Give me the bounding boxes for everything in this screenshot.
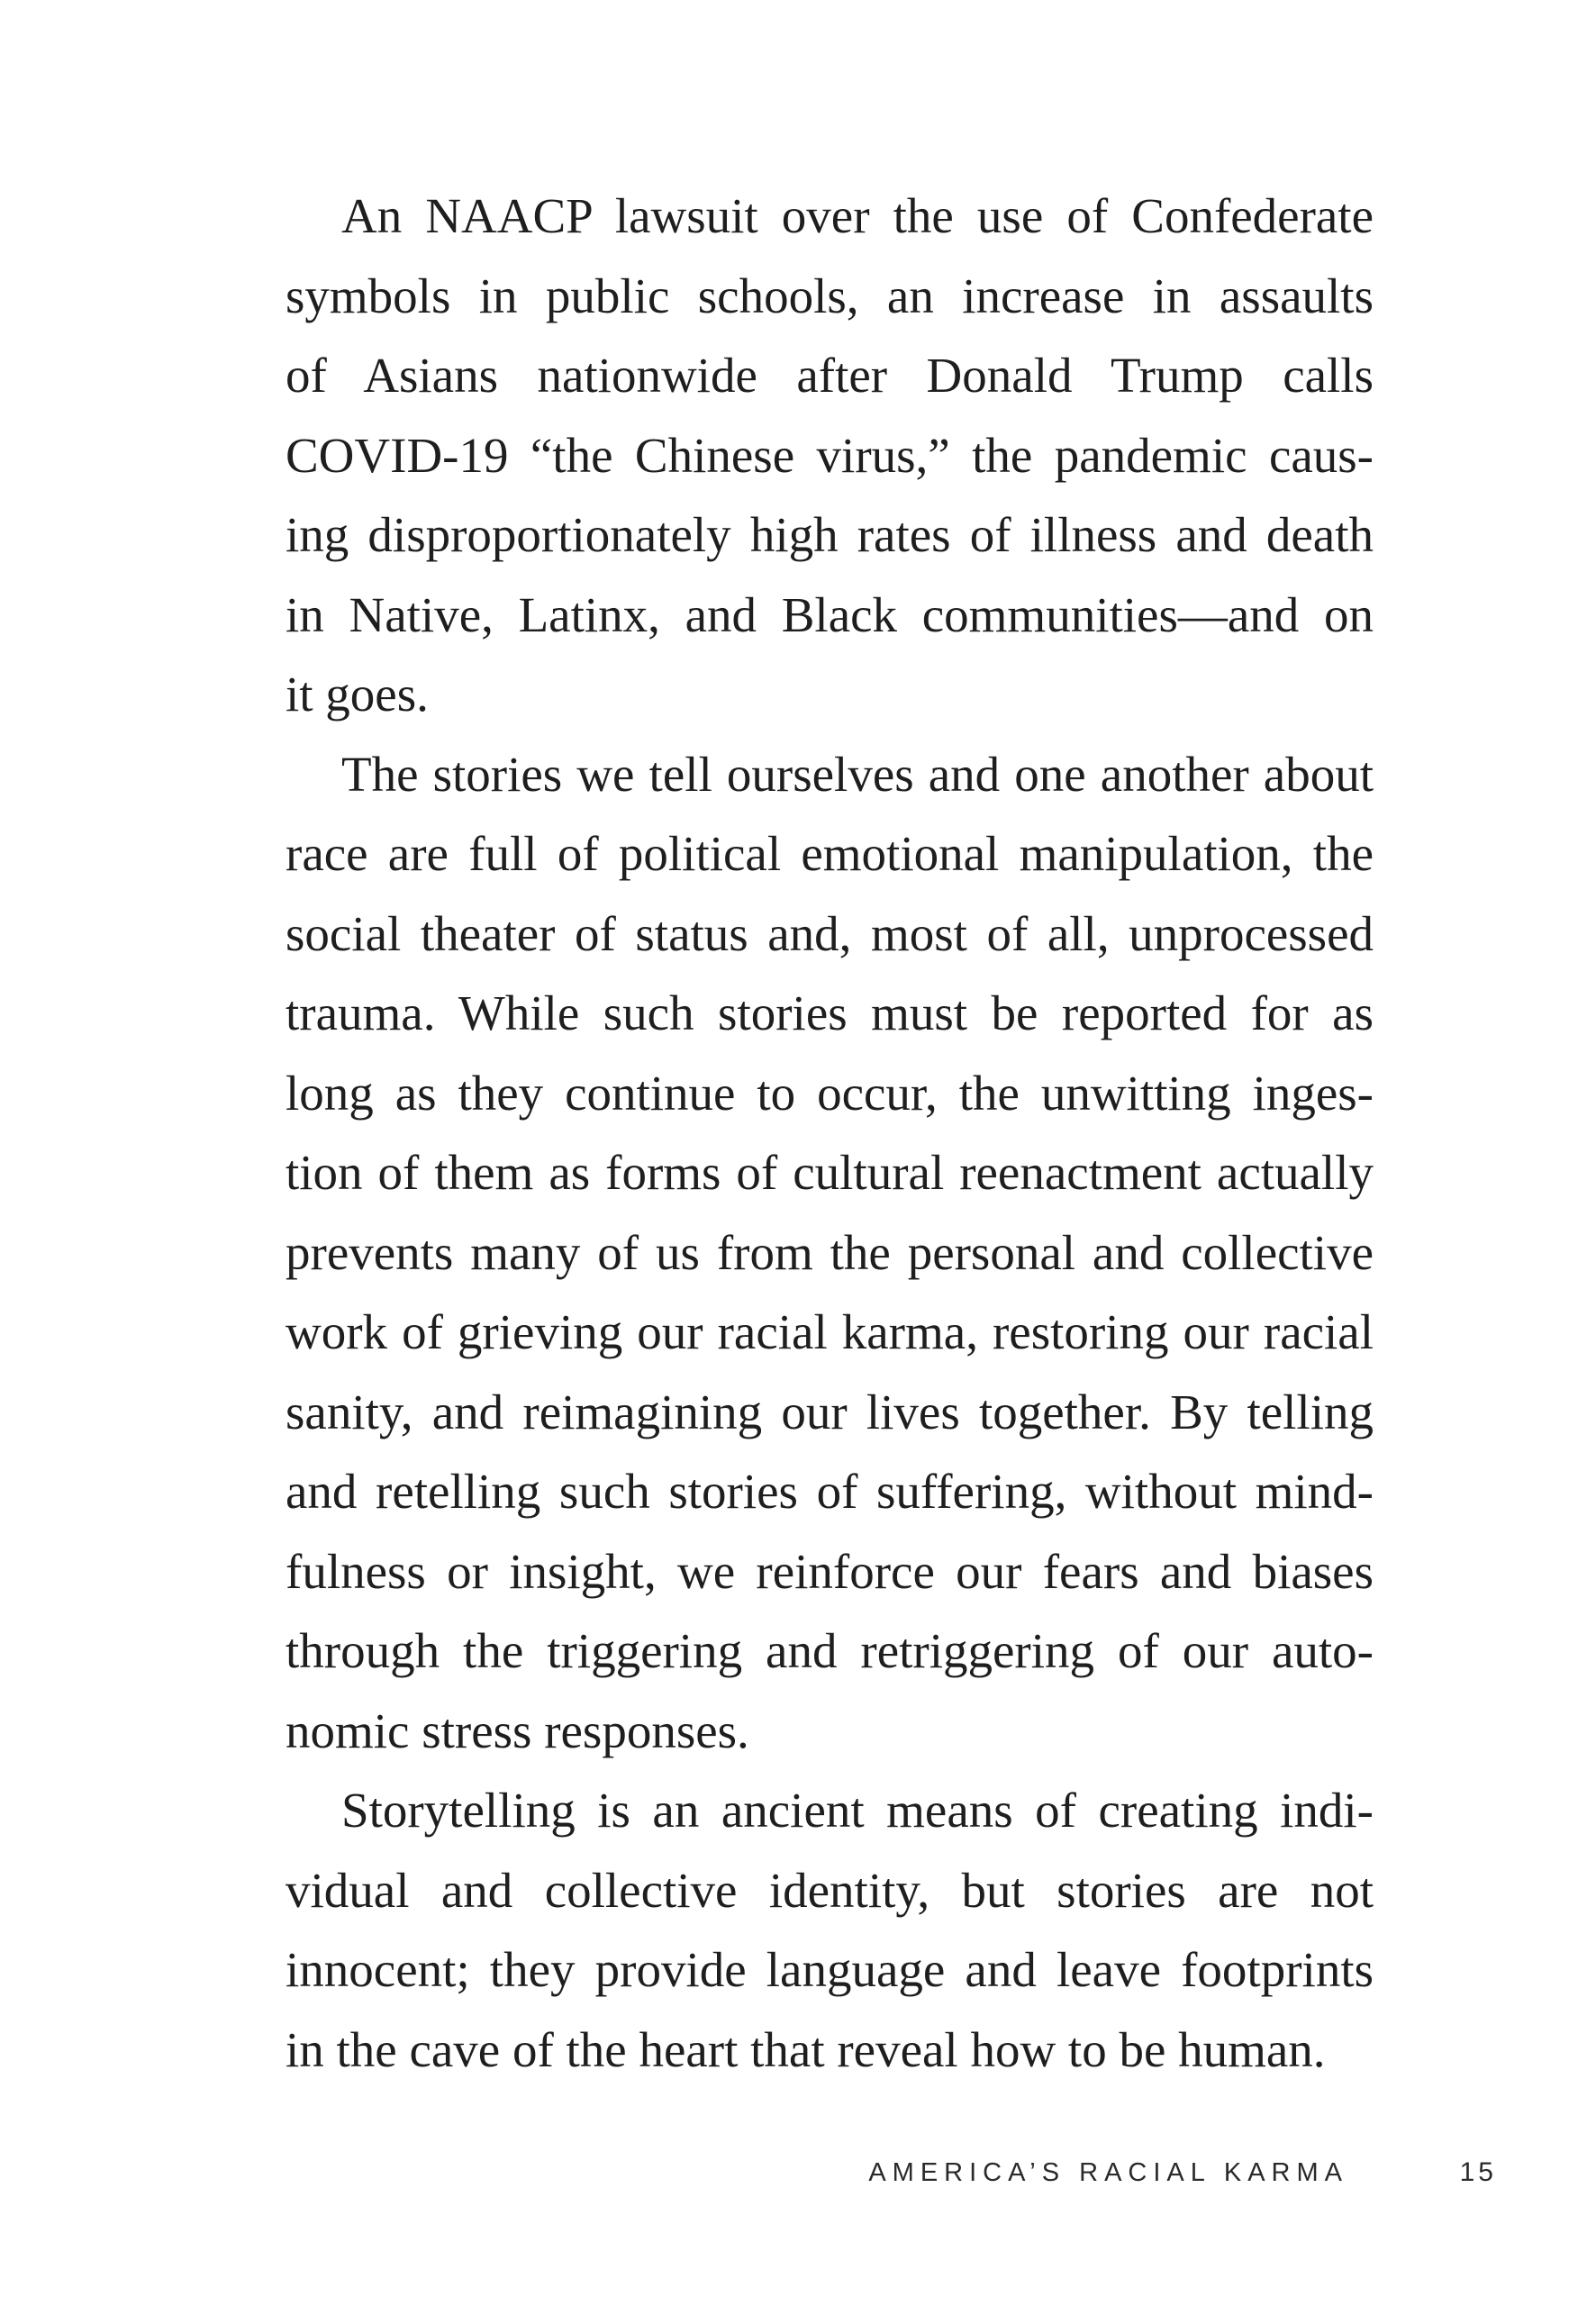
text-line: through the triggering and retriggering of our auto- — [286, 1623, 1374, 1678]
running-head: AMERICA’S RACIAL KARMA — [868, 2158, 1348, 2187]
text-line: vidual and collective identity, but stories are not — [286, 1862, 1374, 1918]
text-line: it goes. — [286, 667, 429, 722]
text-line: Storytelling is an ancient means of creating indi- — [341, 1783, 1374, 1838]
text-line: trauma. While such stories must be reported for as — [286, 985, 1374, 1040]
text-line: fulness or insight, we reinforce our fears and biases — [286, 1543, 1374, 1599]
text-line: An NAACP lawsuit over the use of Confederate — [341, 188, 1374, 243]
text-line: social theater of status and, most of all, unprocessed — [286, 905, 1374, 961]
text-line: innocent; they provide language and leave footprints — [286, 1942, 1374, 1997]
text-line: The stories we tell ourselves and one another about — [341, 746, 1374, 802]
text-line: long as they continue to occur, the unwitting inges- — [286, 1065, 1374, 1121]
text-line: of Asians nationwide after Donald Trump calls — [286, 348, 1374, 403]
text-line: ing disproportionately high rates of illness and death — [286, 507, 1374, 562]
text-line: work of grieving our racial karma, restoring our racial — [286, 1304, 1374, 1359]
page-number: 15 — [1459, 2157, 1497, 2187]
text-line: race are full of political emotional manipulation, the — [286, 826, 1374, 881]
text-line: in the cave of the heart that reveal how to be human. — [286, 2021, 1326, 2077]
text-line: in Native, Latinx, and Black communities—and on — [286, 586, 1374, 642]
text-line: sanity, and reimagining our lives together. By telling — [286, 1384, 1374, 1439]
body-text — [286, 177, 1374, 2090]
text-line: tion of them as forms of cultural reenactment actually — [286, 1145, 1374, 1200]
text-line: nomic stress responses. — [286, 1702, 749, 1758]
page-footer — [0, 2155, 1596, 2209]
text-line: and retelling such stories of suffering, without mind- — [286, 1464, 1374, 1519]
text-line: prevents many of us from the personal and collective — [286, 1224, 1374, 1280]
text-line: symbols in public schools, an increase in assaults — [286, 268, 1374, 323]
text-line: COVID-19 “the Chinese virus,” the pandemic caus- — [286, 427, 1374, 483]
